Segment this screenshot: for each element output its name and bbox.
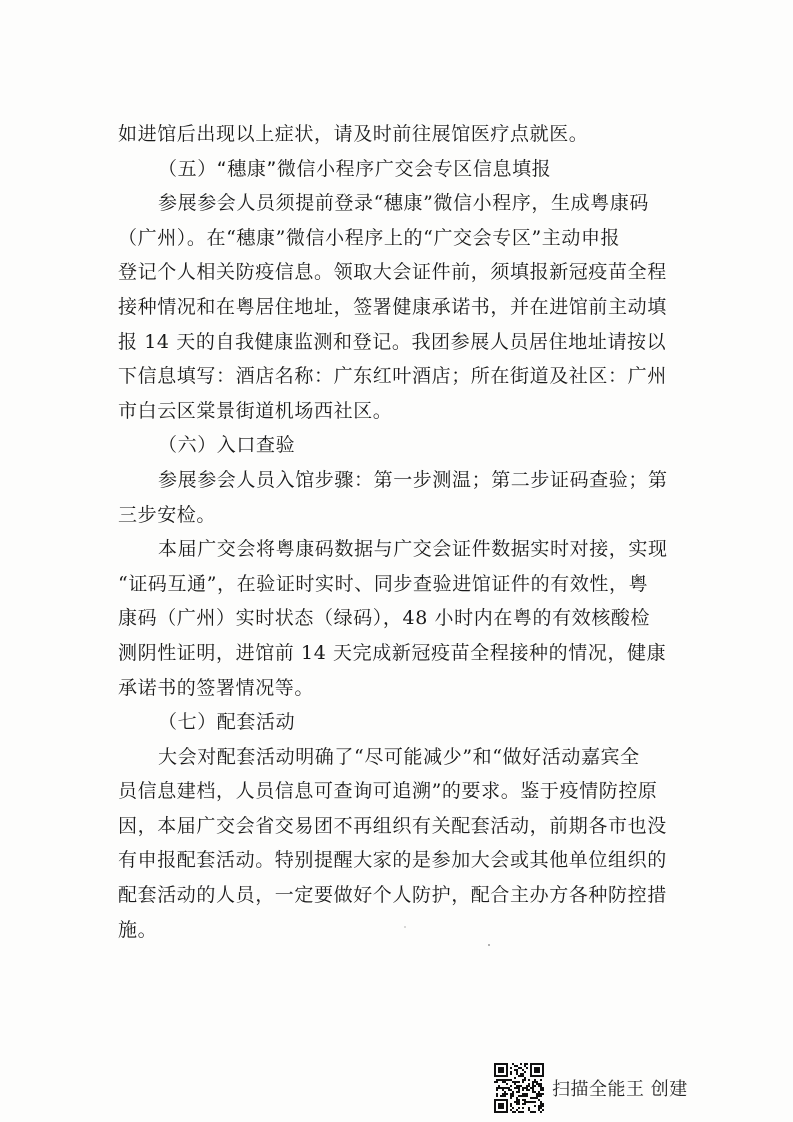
text-line: 测阴性证明，进馆前 14 天完成新冠疫苗全程接种的情况，健康 (118, 641, 667, 664)
text-line: 员信息建档，人员信息可查询可追溯”的要求。鉴于疫情防控原 (118, 780, 658, 803)
text-line: “证码互通”，在验证时实时、同步查验进馆证件的有效性，粤 (118, 572, 649, 595)
text-line: 参展参会人员须提前登录“穗康”微信小程序，生成粤康码 (158, 192, 650, 215)
text-line: 市白云区棠景街道机场西社区。 (118, 399, 393, 422)
text-line: 如进馆后出现以上症状，请及时前往展馆医疗点就医。 (118, 123, 589, 145)
text-line: 施。 (118, 918, 158, 941)
text-line: （广州）。在“穗康”微信小程序上的“广交会专区”主动申报 (118, 226, 621, 249)
text-line: 大会对配套活动明确了“尽可能减少”和“做好活动嘉宾全 (158, 745, 640, 768)
text-line: 下信息填写：酒店名称：广东红叶酒店；所在街道及社区：广州 (118, 365, 667, 388)
text-line: 康码（广州）实时状态（绿码），48 小时内在粤的有效核酸检 (118, 607, 651, 630)
scanner-watermark (494, 1060, 724, 1116)
text-line: 因，本届广交会省交易团不再组织有关配套活动，前期各市也没 (118, 814, 667, 837)
scan-speck (488, 944, 490, 946)
section-heading: （七）配套活动 (158, 711, 296, 734)
text-line: 三步安检。 (118, 503, 217, 526)
scan-speck (404, 926, 406, 928)
text-line: 本届广交会将粤康码数据与广交会证件数据实时对接，实现 (158, 538, 668, 561)
document-body (118, 117, 694, 947)
text-line: 登记个人相关防疫信息。领取大会证件前，须填报新冠疫苗全程 (118, 261, 667, 284)
section-heading: （六）入口查验 (158, 434, 296, 457)
text-line: 接种情况和在粤居住地址，签署健康承诺书，并在进馆前主动填 (118, 295, 667, 318)
qr-code-icon (494, 1063, 544, 1113)
text-line: 参展参会人员入馆步骤：第一步测温；第二步证码查验；第 (158, 468, 668, 491)
text-line: 承诺书的签署情况等。 (118, 676, 315, 699)
text-line: 有申报配套活动。特别提醒大家的是参加大会或其他单位组织的 (118, 849, 667, 872)
text-line: 配套活动的人员，一定要做好个人防护，配合主办方各种防控措 (118, 884, 667, 907)
text-line: 报 14 天的自我健康监测和登记。我团参展人员居住地址请按以 (118, 330, 667, 353)
scanner-brand-label: 扫描全能王 创建 (552, 1079, 688, 1100)
section-heading: （五）“穗康”微信小程序广交会专区信息填报 (158, 157, 552, 180)
